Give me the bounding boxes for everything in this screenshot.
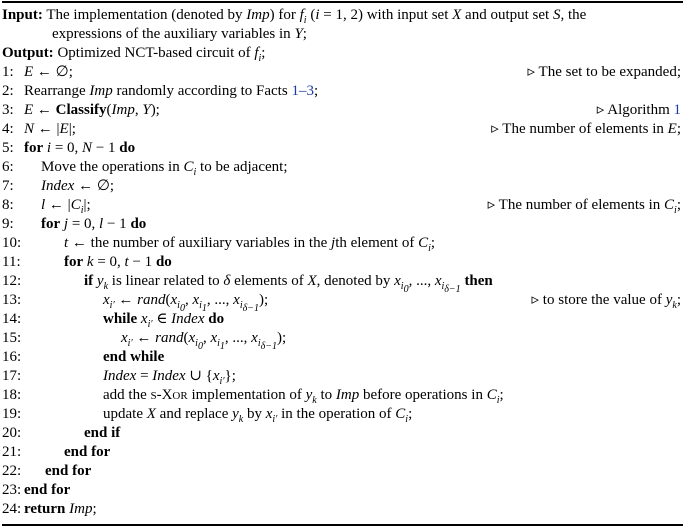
algo-line-1: 1: E ← ∅; ▹ The set to be expanded; [2,64,681,80]
algo-line-7: 7: Index ← ∅; [2,178,115,194]
algo-line-17: 17: Index = Index ∪ $\{x_{i'}\}$; [2,368,236,387]
algo-line-11: 11: for k = 0, t − 1 do [2,254,172,270]
algo-line-23: 23: end for [2,482,71,498]
algo-line-22: 22: end for [2,463,92,479]
algo-line-18: 18: add the s-Xor implementation of $y_k$ to Imp before operations in $C_i$; [2,387,504,406]
input-line: Input: The implementation (denoted by Imp) for $f_i$ (i = 1, 2) with input set X and output set S, the [2,7,587,26]
input-label: Input: [2,7,43,23]
comment: ▹ The set to be expanded; [527,64,681,80]
algo-line-20: 20: end if [2,425,121,441]
top-rule [2,1,683,3]
algo-line-6: 6: Move the operations in $C_i$ to be adjacent; [2,159,288,178]
algo-line-16: 16: end while [2,349,165,365]
facts-link[interactable]: 1–3 [291,83,314,99]
algo-line-13: 13: $x_{i'}$ ← $rand(x_{i_0}$, $x_{i_1}$, ..., $x_{i_{\delta-1}}$); ▹ to store the value of $y_k$; [2,292,681,314]
input-line-2: expressions of the auxiliary variables in Y; [52,26,307,42]
algo-line-2: 2: Rearrange Imp randomly according to Facts 1–3; [2,83,319,99]
algo-line-24: 24: return Imp; [2,501,97,517]
algo-line-19: 19: update X and replace $y_k$ by $x_{i'}$ in the operation of $C_i$; [2,406,413,425]
algo-line-5: 5: for i = 0, N − 1 do [2,140,136,156]
bottom-rule [2,524,683,526]
output-label: Output: [2,45,54,61]
algo-line-10: 10: t ← the number of auxiliary variables in the jth element of $C_i$; [2,235,436,254]
algo-line-14: 14: while $x_{i'}$ ∈ Index do [2,311,225,330]
output-line: Output: Optimized NCT-based circuit of $f_i$; [2,45,266,64]
algorithm-link[interactable]: 1 [673,102,681,118]
algo-line-9: 9: for j = 0, l − 1 do [2,216,147,232]
algo-line-8: 8: l ← $|C_i|$; ▹ The number of elements in $C_i$; [2,197,681,216]
algo-line-12: 12: if $y_k$ is linear related to δ elements of X, denoted by $x_{i_0}$, ..., $x_{i_{\delta-1}}$ then [2,273,493,295]
algo-line-21: 21: end for [2,444,111,460]
algo-line-3: 3: E ← Classify(Imp, Y); ▹ Algorithm 1 [2,102,681,118]
algo-line-4: 4: N ← |E|; ▹ The number of elements in E; [2,121,681,137]
algo-line-15: 15: $x_{i'}$ ← $rand(x_{i_0}$, $x_{i_1}$, ..., $x_{i_{\delta-1}}$); [2,330,287,352]
